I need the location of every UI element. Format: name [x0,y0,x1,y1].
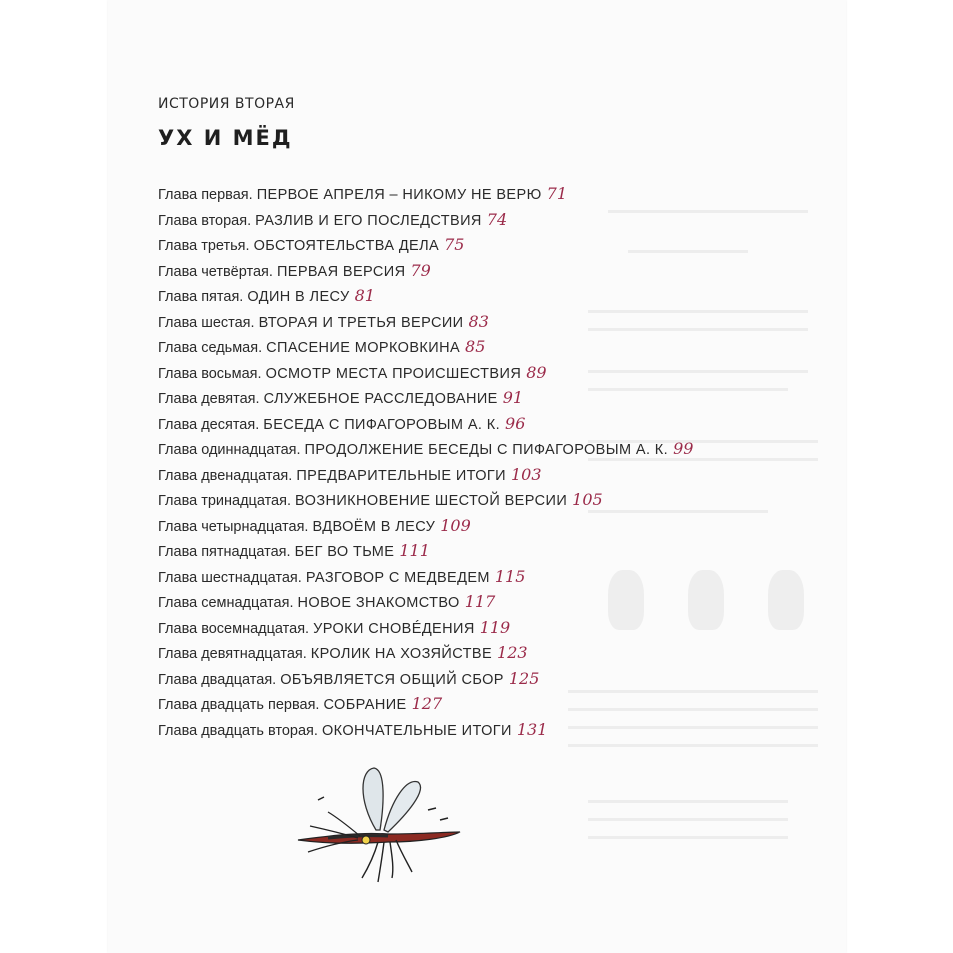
toc-entry[interactable] [158,258,818,284]
toc-page-number: 83 [468,311,489,331]
story-label: ИСТОРИЯ ВТОРАЯ [158,96,295,112]
toc-chapter-title: ВДВОЁМ В ЛЕСУ [312,518,436,535]
toc-chapter-title: СЛУЖЕБНОЕ РАССЛЕДОВАНИЕ [263,391,498,407]
toc-entry[interactable] [158,360,818,386]
toc-chapter-number: Глава двадцатая. [158,671,277,688]
toc-chapter-number: Глава девятнадцатая. [158,646,307,662]
toc-page-number: 119 [479,617,511,637]
toc-chapter-number: Глава вторая. [158,212,252,229]
toc-entry[interactable] [158,309,818,335]
toc-chapter-number: Глава двенадцатая. [158,467,293,484]
toc-page-number: 99 [673,439,694,458]
toc-page-number: 71 [546,184,567,203]
toc-chapter-title: ПРЕДВАРИТЕЛЬНЫЕ ИТОГИ [296,467,506,484]
toc-page-number: 115 [494,566,526,586]
toc-entry[interactable] [158,334,818,360]
toc-chapter-title: ОСМОТР МЕСТА ПРОИСШЕСТВИЯ [265,365,522,382]
toc-chapter-number: Глава девятая. [158,391,260,407]
toc-chapter-title: ПЕРВАЯ ВЕРСИЯ [276,263,406,280]
toc-entry[interactable] [158,666,818,692]
toc-chapter-number: Глава первая. [158,187,253,203]
toc-chapter-title: ОБЪЯВЛЯЕТСЯ ОБЩИЙ СБОР [280,671,504,688]
toc-chapter-number: Глава шестая. [158,314,255,331]
toc-chapter-number: Глава восьмая. [158,365,262,382]
toc-entry[interactable] [158,691,818,717]
toc-chapter-number: Глава двадцать первая. [158,697,320,713]
toc-page-number: 131 [516,719,548,739]
toc-entry[interactable] [158,462,818,488]
toc-entry[interactable] [158,615,818,641]
toc-page-number: 89 [526,362,547,382]
toc-entry[interactable] [158,564,818,590]
toc-chapter-title: СПАСЕНИЕ МОРКОВКИНА [266,340,461,356]
mosquito-left-wing [363,768,383,830]
toc-page-number: 125 [508,668,540,688]
mosquito-eye [362,836,370,844]
toc-chapter-title: БЕГ ВО ТЬМЕ [294,544,395,560]
toc-entry[interactable] [158,589,818,615]
book-page [108,0,846,953]
toc-page-number: 109 [440,515,471,535]
toc-chapter-title: ОКОНЧАТЕЛЬНЫЕ ИТОГИ [321,722,512,739]
toc-entry[interactable] [158,513,818,539]
toc-entry[interactable] [158,207,818,233]
toc-entry[interactable] [158,538,818,564]
toc-chapter-title: НОВОЕ ЗНАКОМСТВО [297,595,460,611]
toc-chapter-number: Глава пятая. [158,289,244,305]
toc-page-number: 75 [444,235,465,254]
toc-page-number: 127 [411,694,443,713]
toc-chapter-number: Глава пятнадцатая. [158,544,291,560]
toc-page-number: 85 [465,337,486,356]
toc-page-number: 105 [572,490,603,509]
toc-chapter-number: Глава четырнадцатая. [158,518,309,535]
toc-page-number: 96 [505,413,526,433]
toc-chapter-title: ОДИН В ЛЕСУ [247,289,350,305]
toc-entry[interactable] [158,717,818,743]
toc-chapter-number: Глава третья. [158,238,250,254]
toc-chapter-title: РАЗГОВОР С МЕДВЕДЕМ [305,569,490,586]
toc-entry[interactable] [158,283,818,309]
toc-page-number: 81 [354,286,375,305]
toc-page-number: 111 [399,541,430,560]
toc-entry[interactable] [158,640,818,666]
toc-page-number: 117 [464,592,496,611]
mosquito-illustration [288,760,468,890]
toc-chapter-number: Глава тринадцатая. [158,493,292,509]
toc-chapter-title: БЕСЕДА С ПИФАГОРОВЫМ А. К. [263,416,501,433]
toc-entry[interactable] [158,411,818,437]
toc-chapter-number: Глава седьмая. [158,340,263,356]
toc-chapter-number: Глава восемнадцатая. [158,620,310,637]
toc-chapter-number: Глава семнадцатая. [158,595,294,611]
toc-page-number: 91 [502,388,524,407]
toc-chapter-title: ПЕРВОЕ АПРЕЛЯ – НИКОМУ НЕ ВЕРЮ [256,187,542,203]
toc-entry[interactable] [158,181,818,207]
toc-chapter-title: ОБСТОЯТЕЛЬСТВА ДЕЛА [253,238,440,254]
toc-chapter-title: ПРОДОЛЖЕНИЕ БЕСЕДЫ С ПИФАГОРОВЫМ А. К. [304,442,669,458]
toc-page-number: 123 [497,643,528,662]
toc-chapter-title: УРОКИ СНОВÉДЕНИЯ [313,620,475,637]
toc-chapter-title: РАЗЛИВ И ЕГО ПОСЛЕДСТВИЯ [255,212,482,229]
toc-chapter-number: Глава одиннадцатая. [158,442,301,458]
toc-entry[interactable] [158,487,818,513]
toc-chapter-title: ВОЗНИКНОВЕНИЕ ШЕСТОЙ ВЕРСИИ [295,493,568,509]
table-of-contents-section [158,92,818,742]
toc-chapter-title: ВТОРАЯ И ТРЕТЬЯ ВЕРСИИ [258,314,464,331]
toc-chapter-number: Глава шестнадцатая. [158,569,302,586]
toc-page-number: 74 [486,209,508,229]
toc-entry[interactable] [158,232,818,258]
toc-chapter-number: Глава десятая. [158,416,260,433]
toc-page-number: 79 [410,260,431,280]
toc-page-number: 103 [511,464,542,484]
mosquito-body [298,832,460,843]
toc-entry[interactable] [158,385,818,411]
toc-list [158,181,818,742]
toc-chapter-title: СОБРАНИЕ [323,697,407,713]
story-title: УХ И МЁД [158,126,293,150]
toc-chapter-number: Глава двадцать вторая. [158,722,318,739]
toc-chapter-number: Глава четвёртая. [158,263,273,280]
mosquito-right-wing [384,782,421,832]
toc-entry[interactable] [158,436,818,462]
toc-chapter-title: КРОЛИК НА ХОЗЯЙСТВЕ [310,646,493,662]
